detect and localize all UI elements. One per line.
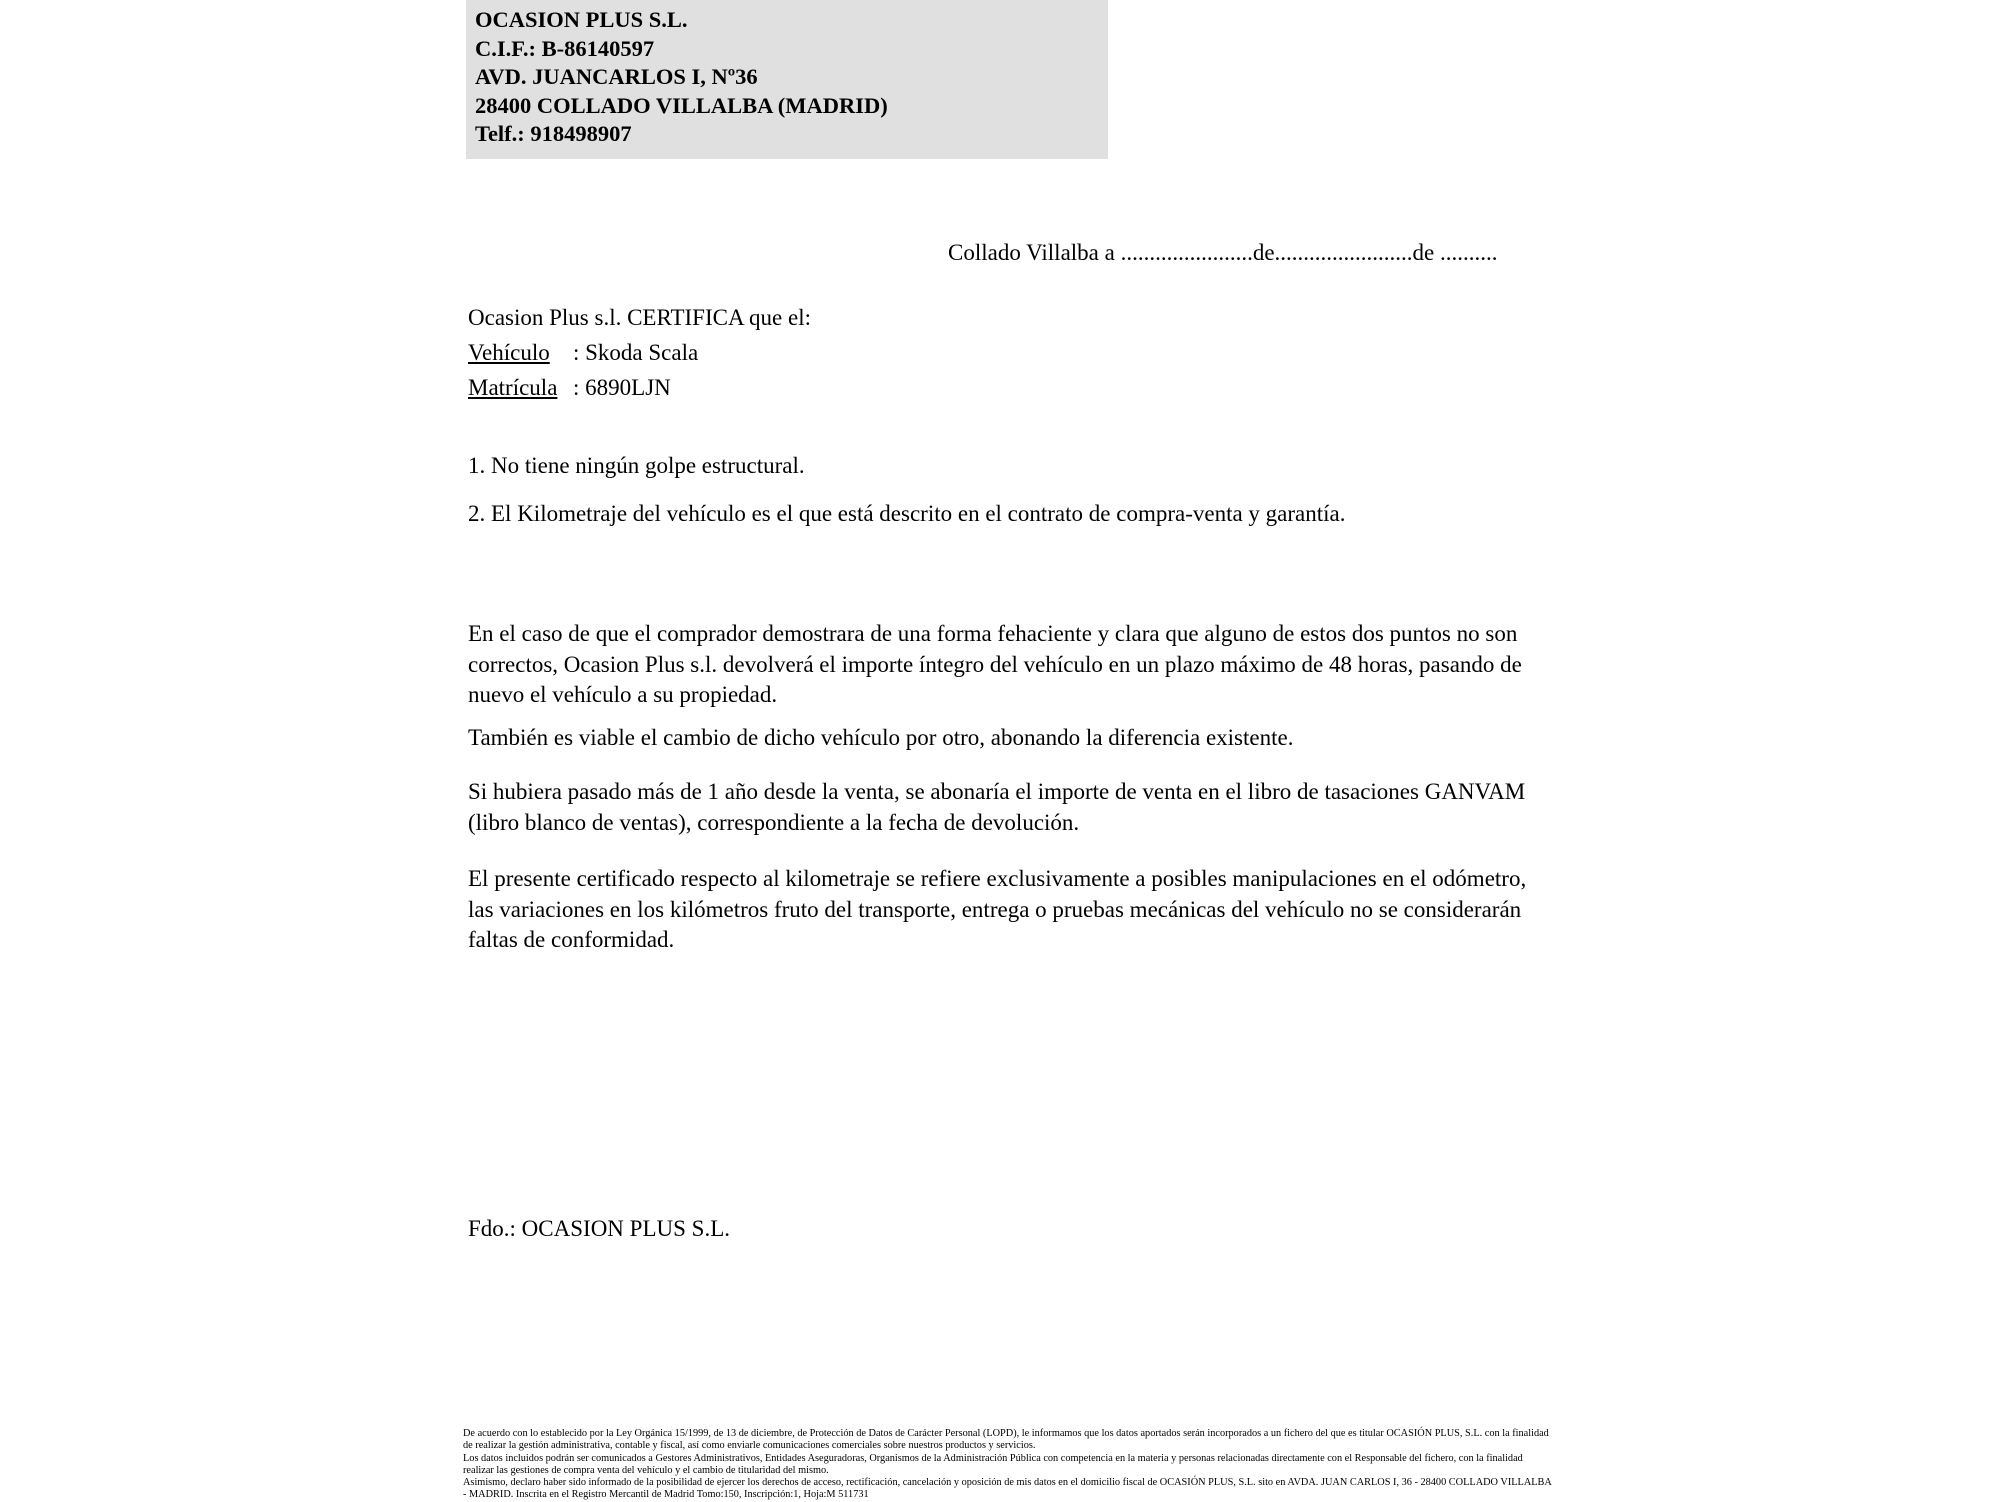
letterhead-street: AVD. JUANCARLOS I, Nº36 <box>475 64 758 89</box>
certified-point-1: 1. No tiene ningún golpe estructural. <box>468 453 805 478</box>
paragraph-refund-terms: En el caso de que el comprador demostrara de una forma fehaciente y clara que alguno de estos dos puntos no son correctos, Ocasion Plus s.l. devolverá el importe íntegro del vehículo en un plazo máximo de 48 horas, pasando de nuevo el vehículo a su propiedad. <box>468 621 1522 707</box>
letterhead-cif: C.I.F.: B-86140597 <box>475 35 655 61</box>
paragraph-one-year-clause: Si hubiera pasado más de 1 año desde la venta, se abonaría el importe de venta en el libro de tasaciones GANVAM (libro blanco de ventas), correspondiente a la fecha de devolución. <box>468 779 1526 835</box>
plate-value: : 6890LJN <box>573 375 671 400</box>
vehicle-row <box>468 335 811 370</box>
letterhead-city: 28400 COLLADO VILLALBA (MADRID) <box>475 92 888 118</box>
plate-row <box>468 370 811 405</box>
letterhead-company-name: OCASION PLUS S.L. <box>475 7 688 32</box>
letterhead-phone: Telf.: 918498907 <box>475 121 632 146</box>
letterhead-block <box>466 0 1108 159</box>
paragraph-odometer-scope: El presente certificado respecto al kilometraje se refiere exclusivamente a posibles manipulaciones en el odómetro, las variaciones en los kilómetros fruto del transporte, entrega o pruebas mecánicas del vehículo no se considerarán faltas de conformidad. <box>468 866 1527 952</box>
legal-notice-paragraph-1: De acuerdo con lo establecido por la Ley Orgánica 15/1999, de 13 de diciembre, de Protección de Datos de Carácter Personal (LOPD), le informamos que los datos aportados serán incorporados a un fichero del que es titular OCASIÓN PLUS, S.L. con la finalidad de realizar la gestión administrativa, contable y fiscal, así como enviarle comunicaciones comerciales sobre nuestros productos y servicios. <box>463 1428 1549 1452</box>
legal-notice-paragraph-2: Los datos incluidos podrán ser comunicados a Gestores Administrativos, Entidades Aseguradoras, Organismos de la Administración Pública con competencia en la materia y personas relacionadas directamente con el Responsable del fichero, con la finalidad realizar las gestiones de compra venta del vehículo y el cambio de titularidad del mismo. <box>463 1452 1523 1476</box>
vehicle-label: Vehículo <box>468 340 550 365</box>
plate-label: Matrícula <box>468 375 558 400</box>
date-line: Collado Villalba a .......................de........................de .......... <box>948 240 1498 265</box>
legal-notice-paragraph-3: Asimismo, declaro haber sido informado de la posibilidad de ejercer los derechos de acceso, rectificación, cancelación y oposición de mis datos en el domicilio fiscal de OCASIÓN PLUS, S.L. sito en AVDA. JUAN CARLOS I, 36 - 28400 COLLADO VILLALBA - MADRID. Inscrita en el Registro Mercantil de Madrid Tomo:150, Inscripción:1, Hoja:M 511731 <box>463 1477 1552 1501</box>
certified-point-2: 2. El Kilometraje del vehículo es el que está descrito en el contrato de compra-venta y garantía. <box>468 501 1346 526</box>
paragraph-exchange-option: También es viable el cambio de dicho vehículo por otro, abonando la diferencia existente. <box>468 725 1294 750</box>
certificate-block <box>468 300 811 405</box>
legal-notice <box>463 1428 1553 1502</box>
vehicle-value: : Skoda Scala <box>573 340 699 365</box>
signature-line: Fdo.: OCASION PLUS S.L. <box>468 1216 730 1241</box>
certificate-intro: Ocasion Plus s.l. CERTIFICA que el: <box>468 305 811 330</box>
